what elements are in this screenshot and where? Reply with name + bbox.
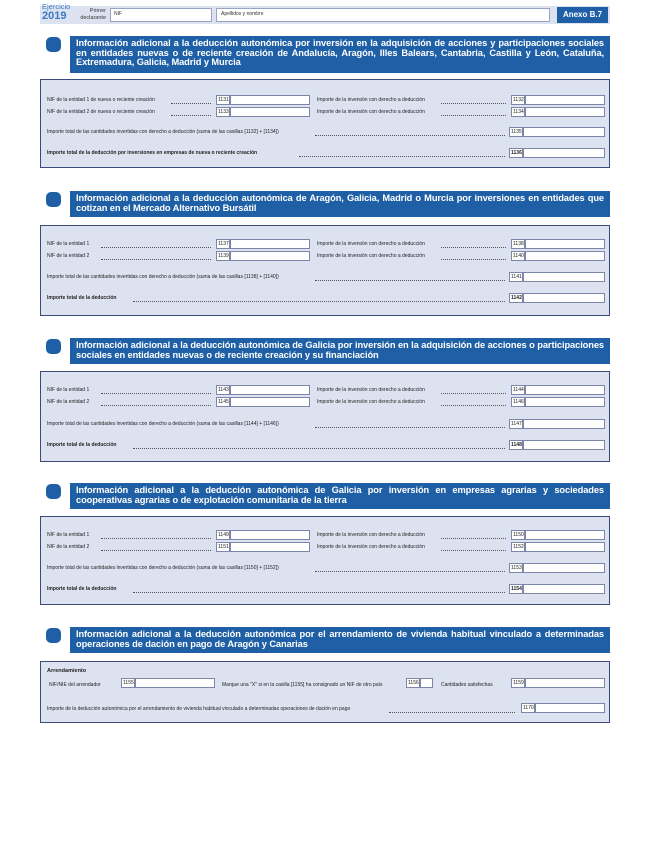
s1-nif2-input[interactable] xyxy=(230,107,310,117)
s5-marque-label: Marque una "X" si en la casilla [1155] ha consignado un NIF de otro país xyxy=(222,682,383,688)
s1-imp1-label: Importe de la inversión con derecho a deducción xyxy=(317,97,425,103)
s4-total-ded-input[interactable] xyxy=(523,584,605,594)
s2-imp1-code: 1138 xyxy=(513,241,524,247)
s3-imp2-code: 1146 xyxy=(513,399,524,405)
s5-nif-code: 1155 xyxy=(123,680,134,686)
s5-importe-label: Importe de la deducción autonómica por el arrendamiento de vivienda habitual vinculado a determinadas operaciones de dación en pago xyxy=(47,706,351,712)
dot-leader xyxy=(441,103,506,104)
dot-leader xyxy=(133,592,505,593)
ejercicio-year: 2019 xyxy=(42,10,67,22)
s3-total-inv-label: Importe total de las cantidades invertidas con derecho a deducción (suma de las casillas [1144] + [1146]) xyxy=(47,421,279,427)
s4-imp2-code: 1152 xyxy=(513,544,524,550)
s5-importe-input[interactable] xyxy=(535,703,605,713)
s1-total-ded-label: Importe total de la deducción por inversiones en empresas de nueva o reciente creación xyxy=(47,150,258,156)
dot-leader xyxy=(315,280,505,281)
s3-imp1-input[interactable] xyxy=(525,385,605,395)
section3-bullet-icon xyxy=(46,339,61,354)
s5-subheading: Arrendamiento xyxy=(47,668,87,674)
dot-leader xyxy=(441,393,506,394)
s3-imp2-input[interactable] xyxy=(525,397,605,407)
s2-total-inv-input[interactable] xyxy=(523,272,605,282)
s2-nif1-label: NIF de la entidad 1 xyxy=(47,241,90,247)
section4-bullet-icon xyxy=(46,484,61,499)
declarante-nif-field[interactable]: NIF xyxy=(110,8,212,22)
dot-leader xyxy=(101,247,211,248)
s4-nif1-input[interactable] xyxy=(230,530,310,540)
s1-total-ded-code: 1136 xyxy=(511,150,522,156)
s5-cantidades-input[interactable] xyxy=(525,678,605,688)
dot-leader xyxy=(171,115,211,116)
dot-leader xyxy=(133,448,505,449)
s1-nif2-code: 1133 xyxy=(218,109,229,115)
section2-panel xyxy=(40,225,610,316)
s3-total-inv-input[interactable] xyxy=(523,419,605,429)
s2-imp1-input[interactable] xyxy=(525,239,605,249)
s1-total-inv-label: Importe total de las cantidades invertidas con derecho a deducción (suma de las casillas [1132] + [1134]) xyxy=(47,129,279,135)
s4-nif2-label: NIF de la entidad 2 xyxy=(47,544,90,550)
s2-total-ded-input[interactable] xyxy=(523,293,605,303)
section5-panel xyxy=(40,661,610,723)
s3-total-ded-label: Importe total de la deducción xyxy=(47,442,117,448)
dot-leader xyxy=(441,538,506,539)
section2-bullet-icon xyxy=(46,192,61,207)
s1-imp2-code: 1134 xyxy=(513,109,524,115)
s1-nif1-label: NIF de la entidad 1 de nueva o reciente creación xyxy=(47,97,155,103)
dot-leader xyxy=(441,115,506,116)
s5-nif-label: NIF/NIE del arrendador xyxy=(49,682,101,688)
s3-total-inv-code: 1147 xyxy=(511,421,522,427)
s1-total-ded-input[interactable] xyxy=(523,148,605,158)
section3-panel xyxy=(40,371,610,462)
s1-nif1-input[interactable] xyxy=(230,95,310,105)
s2-total-ded-code: 1142 xyxy=(511,295,522,301)
dot-leader xyxy=(101,393,211,394)
s4-total-ded-code: 1154 xyxy=(511,586,522,592)
s2-imp2-label: Importe de la inversión con derecho a deducción xyxy=(317,253,425,259)
s5-nif-input[interactable] xyxy=(135,678,215,688)
s1-imp2-input[interactable] xyxy=(525,107,605,117)
s4-imp1-code: 1150 xyxy=(513,532,524,538)
dot-leader xyxy=(441,550,506,551)
dot-leader xyxy=(101,538,211,539)
declarante-label: Primer declarante xyxy=(80,8,106,21)
s2-nif1-code: 1137 xyxy=(218,241,229,247)
s3-nif2-label: NIF de la entidad 2 xyxy=(47,399,90,405)
dot-leader xyxy=(441,247,506,248)
s2-imp2-code: 1140 xyxy=(513,253,524,259)
s4-nif1-label: NIF de la entidad 1 xyxy=(47,532,90,538)
s1-total-inv-code: 1135 xyxy=(511,129,522,135)
s4-total-inv-code: 1153 xyxy=(511,565,522,571)
s4-total-inv-input[interactable] xyxy=(523,563,605,573)
s5-importe-code: 1170 xyxy=(523,705,534,711)
s4-imp2-label: Importe de la inversión con derecho a deducción xyxy=(317,544,425,550)
s3-nif2-code: 1145 xyxy=(218,399,229,405)
s1-nif2-label: NIF de la entidad 2 de nueva o reciente creación xyxy=(47,109,155,115)
s2-nif1-input[interactable] xyxy=(230,239,310,249)
section3-title: Información adicional a la deducción autonómica de Galicia por inversión en la adquisición de acciones o participaciones sociales en entidades nuevas o de reciente creación y su financiación xyxy=(70,338,610,364)
anexo-badge: Anexo B.7 xyxy=(557,7,608,23)
s1-imp1-code: 1132 xyxy=(513,97,524,103)
section2-title: Información adicional a la deducción autonómica de Aragón, Galicia, Madrid o Murcia por inversiones en entidades que cotizan en el Mercado Alternativo Bursátil xyxy=(70,191,610,217)
s1-nif1-code: 1131 xyxy=(218,97,229,103)
dot-leader xyxy=(315,135,505,136)
s5-other-country-checkbox[interactable] xyxy=(420,678,433,688)
dot-leader xyxy=(133,301,505,302)
s1-total-inv-input[interactable] xyxy=(523,127,605,137)
section1-title: Información adicional a la deducción autonómica por inversión en la adquisición de acciones y participaciones sociales en entidades nuevas o de reciente creación de Andalucía, Aragón, Illes Balears, Cantabria, Castilla y León, Cataluña, Extremadura, Galicia, Madrid y Murcia xyxy=(70,36,610,73)
declarante-name-field[interactable]: Apellidos y nombre xyxy=(216,8,550,22)
s1-imp2-label: Importe de la inversión con derecho a deducción xyxy=(317,109,425,115)
s4-imp1-label: Importe de la inversión con derecho a deducción xyxy=(317,532,425,538)
dot-leader xyxy=(389,712,515,713)
dot-leader xyxy=(441,259,506,260)
s2-total-ded-label: Importe total de la deducción xyxy=(47,295,117,301)
dot-leader xyxy=(441,405,506,406)
s3-imp2-label: Importe de la inversión con derecho a deducción xyxy=(317,399,425,405)
dot-leader xyxy=(101,259,211,260)
s5-marque-code: 1156 xyxy=(408,680,419,686)
section4-title: Información adicional a la deducción autonómica de Galicia por inversión en empresas agrarias y sociedades cooperativas agrarias o de explotación comunitaria de la tierra xyxy=(70,483,610,509)
ejercicio-label: Ejercicio xyxy=(42,2,71,11)
s4-nif2-input[interactable] xyxy=(230,542,310,552)
dot-leader xyxy=(101,550,211,551)
dot-leader xyxy=(315,427,505,428)
s3-total-ded-input[interactable] xyxy=(523,440,605,450)
s2-nif2-input[interactable] xyxy=(230,251,310,261)
s3-imp1-label: Importe de la inversión con derecho a deducción xyxy=(317,387,425,393)
s4-imp2-input[interactable] xyxy=(525,542,605,552)
dot-leader xyxy=(315,571,505,572)
s5-cantidades-code: 1159 xyxy=(513,680,524,686)
s2-total-inv-code: 1141 xyxy=(511,274,522,280)
s3-nif1-code: 1143 xyxy=(218,387,229,393)
s1-imp1-input[interactable] xyxy=(525,95,605,105)
dot-leader xyxy=(101,405,211,406)
section4-panel xyxy=(40,516,610,605)
s3-nif1-label: NIF de la entidad 1 xyxy=(47,387,90,393)
section1-bullet-icon xyxy=(46,37,61,52)
s4-total-ded-label: Importe total de la deducción xyxy=(47,586,117,592)
s4-nif2-code: 1151 xyxy=(218,544,229,550)
s2-total-inv-label: Importe total de las cantidades invertidas con derecho a deducción (suma de las casillas [1138] + [1140]) xyxy=(47,274,279,280)
s3-total-ded-code: 1148 xyxy=(511,442,522,448)
dot-leader xyxy=(171,103,211,104)
dot-leader xyxy=(299,156,505,157)
s4-nif1-code: 1149 xyxy=(218,532,229,538)
s4-total-inv-label: Importe total de las cantidades invertidas con derecho a deducción (suma de las casillas [1150] + [1152]) xyxy=(47,565,279,571)
s3-nif2-input[interactable] xyxy=(230,397,310,407)
section1-panel xyxy=(40,79,610,168)
section5-bullet-icon xyxy=(46,628,61,643)
s3-imp1-code: 1144 xyxy=(513,387,524,393)
s2-imp2-input[interactable] xyxy=(525,251,605,261)
s2-imp1-label: Importe de la inversión con derecho a deducción xyxy=(317,241,425,247)
section5-title: Información adicional a la deducción autonómica por el arrendamiento de vivienda habitual vinculado a determinadas operaciones de dación en pago de Aragón y Canarias xyxy=(70,627,610,653)
s2-nif2-code: 1139 xyxy=(218,253,229,259)
s5-cantidades-label: Cantidades satisfechas xyxy=(441,682,493,688)
s4-imp1-input[interactable] xyxy=(525,530,605,540)
s2-nif2-label: NIF de la entidad 2 xyxy=(47,253,90,259)
s3-nif1-input[interactable] xyxy=(230,385,310,395)
